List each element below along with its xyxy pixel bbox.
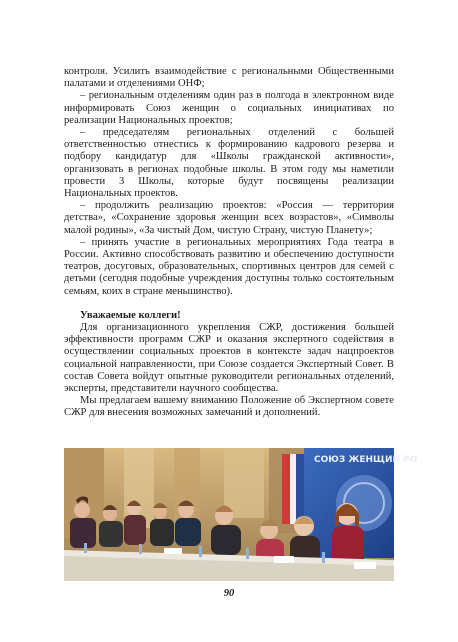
paragraph: – региональным отделениям один раз в полгода в электронном виде информировать Союз женщин о социальных инициативах по реализации Национальных проектов;: [64, 90, 394, 126]
meeting-photo-illustration: [64, 448, 418, 581]
meeting-photo: [64, 448, 418, 581]
paragraph: Для организационного укрепления СЖР, достижения большей эффективности программ СЖР и оказания экспертного содействия в осуществлении социальных проектов в контексте задач нацпроектов социальной направленности, при Союзе создается Экспертный Совет. В состав Совета войдут опытные руководители региональных отделений, эксперты, представители научного сообщества.: [64, 322, 394, 395]
paragraph: – председателям региональных отделений с большей ответственностью отнестись к формированию кадрового резерва и подбору кандидатур для «Школы гражданской активности», организовать в регионах подобные школы. В этом году мы наметили провести 3 Школы, которые будут посвящены реализации Национальных проектов.: [64, 127, 394, 200]
paragraph: Мы предлагаем вашему вниманию Положение об Экспертном совете СЖР для внесения возможных замечаний и дополнений.: [64, 395, 394, 419]
page-number: 90: [223, 588, 235, 599]
paragraph: – принять участие в региональных мероприятиях Года театра в России. Активно способствовать развитию и обеспечению доступности театров, досуговых, образовательных, спортивных центров для семей с детьми (сегодня подобные учреждения доступны только состоятельным семьям, коих в стране меньшинство).: [64, 236, 394, 297]
paragraph: контроля. Усилить взаимодействие с региональными Общественными палатами и отделениями ОНФ;: [64, 66, 394, 90]
section-heading: Уважаемые коллеги!: [80, 309, 181, 321]
banner-text: СОЮЗ ЖЕНЩИН РО: [314, 455, 418, 465]
body-text: [64, 66, 394, 420]
paragraph: – продолжить реализацию проектов: «Россия — территория детства», «Сохранение здоровья женщин всех возрастов», «Символы малой родины», «За чистый Дом, чистую Страну, чистую Планету»;: [64, 200, 394, 236]
